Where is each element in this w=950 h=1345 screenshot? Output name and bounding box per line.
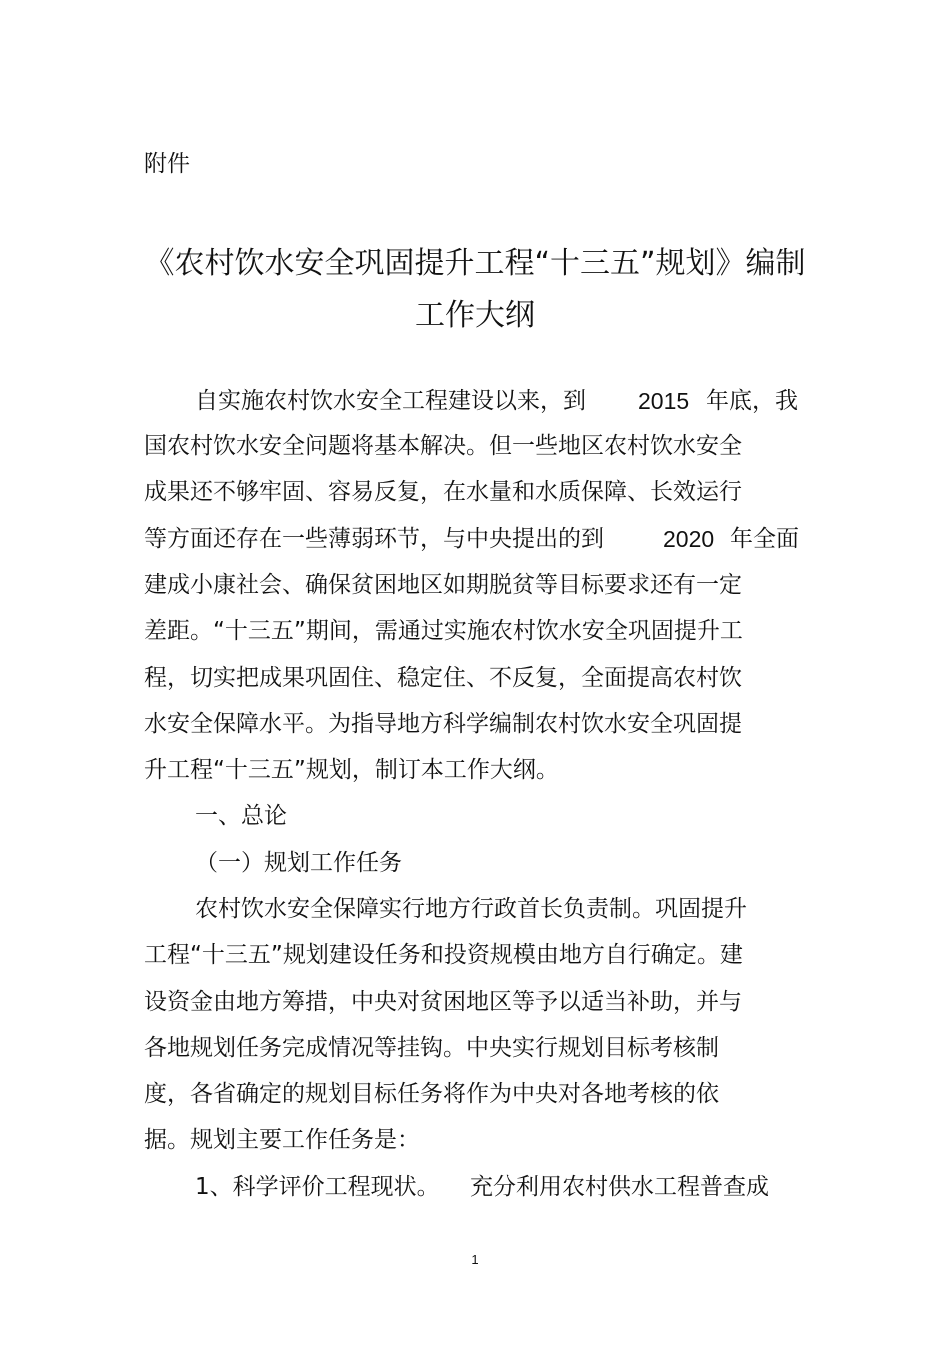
paragraph-1-line-4c: 年全面 [730, 526, 799, 552]
paragraph-1-line-7: 程，切实把成果巩固住、稳定住、不反复，全面提高农村饮 [144, 665, 742, 691]
title-line-2: 工作大纲 [415, 298, 535, 333]
list-item-1-text: 充分利用农村供水工程普查成 [470, 1174, 769, 1200]
paragraph-1-line-6: 差距。“十三五”期间，需通过实施农村饮水安全巩固提升工 [144, 618, 743, 644]
paragraph-1-line-9: 升工程“十三五”规划，制订本工作大纲。 [144, 757, 559, 783]
paragraph-1-line-1c: 年底，我 [706, 388, 798, 414]
paragraph-1-line-3: 成果还不够牢固、容易反复，在水量和水质保障、长效运行 [144, 479, 742, 505]
paragraph-1-line-5: 建成小康社会、确保贫困地区如期脱贫等目标要求还有一定 [144, 572, 742, 598]
paragraph-1-year-2015: 2015 [638, 388, 690, 414]
paragraph-1-year-2020: 2020 [663, 526, 715, 552]
paragraph-2-line-3: 设资金由地方筹措，中央对贫困地区等予以适当补助，并与 [144, 989, 742, 1015]
document-title [100, 238, 850, 342]
title-line-1: 《农村饮水安全巩固提升工程“十三五”规划》编制 [144, 246, 806, 281]
paragraph-2-line-2: 工程“十三五”规划建设任务和投资规模由地方自行确定。建 [144, 942, 743, 968]
attachment-label: 附件 [144, 151, 190, 177]
paragraph-2-line-6: 据。规划主要工作任务是： [144, 1127, 420, 1153]
paragraph-2-line-1: 农村饮水安全保障实行地方行政首长负责制。巩固提升 [195, 896, 747, 922]
subsection-heading-tasks: （一）规划工作任务 [195, 850, 402, 876]
list-item-1-heading: 1、科学评价工程现状。 [195, 1174, 440, 1200]
paragraph-1-line-2: 国农村饮水安全问题将基本解决。但一些地区农村饮水安全 [144, 433, 742, 459]
paragraph-1-line-4a: 等方面还存在一些薄弱环节，与中央提出的到 [144, 526, 604, 552]
section-heading-general: 一、总论 [195, 803, 287, 829]
paragraph-2-line-5: 度，各省确定的规划目标任务将作为中央对各地考核的依 [144, 1081, 719, 1107]
paragraph-1-line-1a: 自实施农村饮水安全工程建设以来，到 [195, 388, 586, 414]
paragraph-1-line-8: 水安全保障水平。为指导地方科学编制农村饮水安全巩固提 [144, 711, 742, 737]
page-number: 1 [471, 1252, 479, 1267]
paragraph-2-line-4: 各地规划任务完成情况等挂钩。中央实行规划目标考核制 [144, 1035, 719, 1061]
